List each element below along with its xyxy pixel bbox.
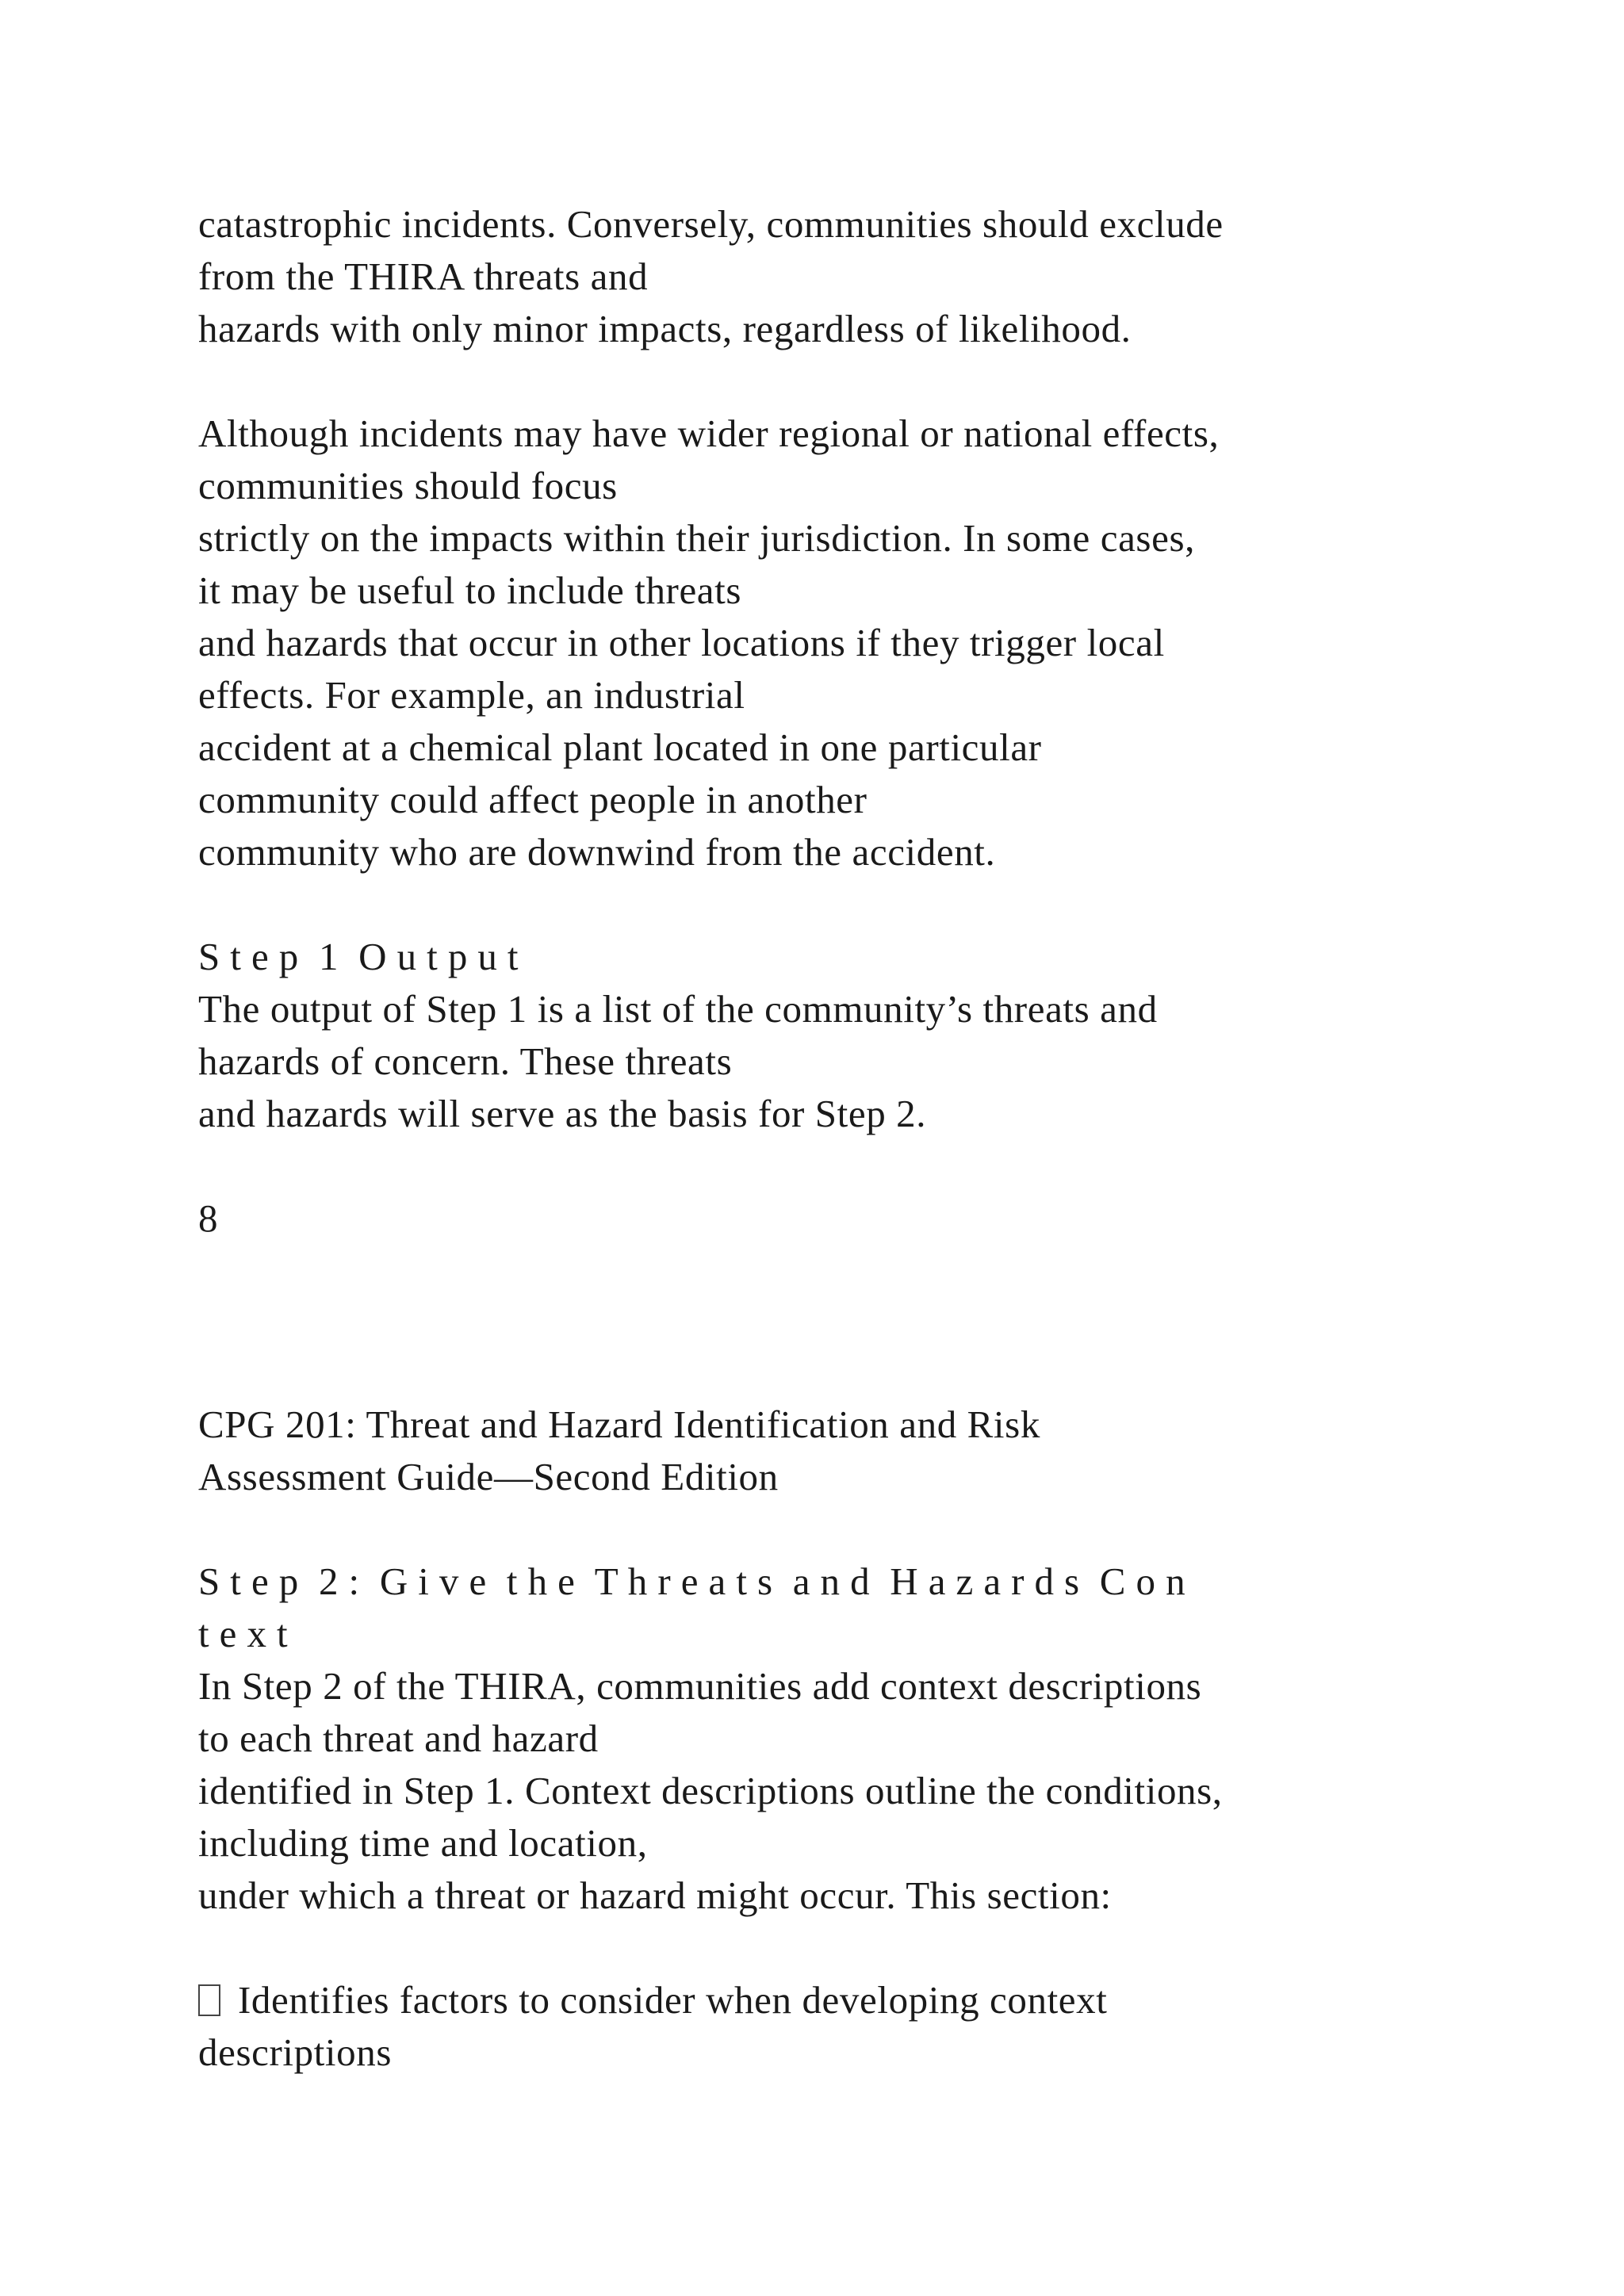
- text-line: from the THIRA threats and: [198, 254, 649, 298]
- paragraph-jurisdiction-impacts: [198, 408, 1546, 878]
- text-line: and hazards will serve as the basis for Step 2.: [198, 1092, 927, 1135]
- text-line: catastrophic incidents. Conversely, communities should exclude: [198, 202, 1224, 246]
- bullet-list-item: [198, 1974, 1546, 2079]
- text-line: it may be useful to include threats: [198, 568, 742, 612]
- step2-heading-line: t e x t: [198, 1612, 289, 1655]
- text-line: identified in Step 1. Context descriptions outline the conditions,: [198, 1769, 1223, 1812]
- text-line: hazards of concern. These threats: [198, 1039, 733, 1083]
- step2-body: [198, 1660, 1546, 1922]
- running-header-line: CPG 201: Threat and Hazard Identification and Risk: [198, 1402, 1040, 1446]
- bullet-line: [198, 1974, 1546, 2026]
- running-header: [198, 1399, 1546, 1503]
- text-line: community who are downwind from the accident.: [198, 830, 996, 874]
- text-line: In Step 2 of the THIRA, communities add context descriptions: [198, 1664, 1202, 1708]
- text-line: Although incidents may have wider regional or national effects,: [198, 411, 1220, 455]
- text-line: accident at a chemical plant located in one particular: [198, 725, 1042, 769]
- text-line: to each threat and hazard: [198, 1716, 599, 1760]
- running-header-line: Assessment Guide—Second Edition: [198, 1455, 779, 1498]
- bullet-text: Identifies factors to consider when developing context: [238, 1978, 1108, 2022]
- step2-heading: [198, 1556, 1546, 1660]
- text-line: strictly on the impacts within their jurisdiction. In some cases,: [198, 516, 1195, 560]
- text-line: hazards with only minor impacts, regardless of likelihood.: [198, 307, 1132, 350]
- text-line: under which a threat or hazard might occur. This section:: [198, 1873, 1112, 1917]
- text-line: communities should focus: [198, 464, 618, 507]
- page-number-block: [198, 1192, 1546, 1245]
- step2-heading-line: S t e p 2 : G i v e t h e T h r e a t s a n d H a z a r d s C o n: [198, 1559, 1185, 1603]
- text-line: including time and location,: [198, 1821, 648, 1865]
- paragraph-catastrophic-incidents: [198, 198, 1546, 355]
- text-line: community could affect people in another: [198, 778, 868, 821]
- missing-glyph-bullet-icon: [198, 1984, 220, 2016]
- step1-output-heading: S t e p 1 O u t p u t: [198, 935, 519, 978]
- text-line: descriptions: [198, 2030, 392, 2074]
- page-number: 8: [198, 1196, 219, 1240]
- step1-output-section: [198, 931, 1546, 1140]
- text-line: effects. For example, an industrial: [198, 673, 745, 717]
- text-line: and hazards that occur in other locations if they trigger local: [198, 621, 1165, 664]
- text-line: The output of Step 1 is a list of the community’s threats and: [198, 987, 1158, 1031]
